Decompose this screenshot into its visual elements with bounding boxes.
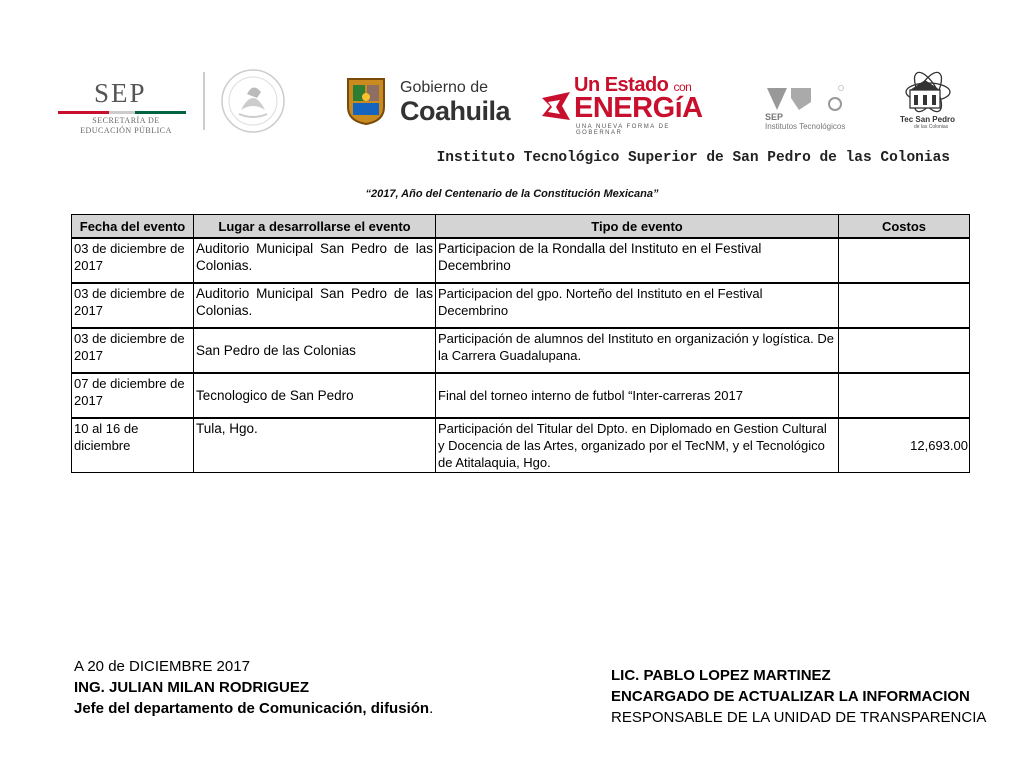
cell-date: 07 de diciembre de 2017 xyxy=(72,373,194,418)
table-row xyxy=(72,328,970,373)
institution-title: Instituto Tecnológico Superior de San Pedro de las Colonias xyxy=(436,150,950,166)
column-header-type: Tipo de evento xyxy=(436,215,839,239)
signer-role-right-1: ENCARGADO DE ACTUALIZAR LA INFORMACION xyxy=(611,688,970,705)
signer-role-left-end: . xyxy=(429,700,434,717)
sep-subtitle-line2: EDUCACIÓN PÚBLICA xyxy=(80,126,172,135)
cell-cost xyxy=(839,373,970,418)
cell-cost: 12,693.00 xyxy=(839,418,970,473)
signer-name-right: LIC. PABLO LOPEZ MARTINEZ xyxy=(611,667,831,684)
signer-role-right-2: RESPONSABLE DE LA UNIDAD DE TRANSPARENCIA xyxy=(611,709,987,726)
events-table xyxy=(71,214,970,473)
sep-tec-line1: SEP xyxy=(765,112,784,122)
cell-cost xyxy=(839,283,970,328)
mexico-seal-icon xyxy=(217,68,289,134)
table-row xyxy=(72,373,970,418)
energia-star-icon xyxy=(540,92,572,122)
sep-logo-bar xyxy=(58,111,186,114)
coahuila-logo-line1: Gobierno de xyxy=(400,79,489,96)
table-row xyxy=(72,283,970,328)
cell-date: 10 al 16 de diciembre xyxy=(72,418,194,473)
tec-atom-icon xyxy=(898,68,954,114)
cell-cost xyxy=(839,238,970,283)
sep-tecnologicos-logo xyxy=(765,84,850,130)
sep-logo xyxy=(58,78,188,134)
cell-cost xyxy=(839,328,970,373)
motto-text: “2017, Año del Centenario de la Constitución Mexicana” xyxy=(365,188,659,200)
signer-role-left xyxy=(74,698,433,719)
cell-date: 03 de diciembre de 2017 xyxy=(72,238,194,283)
report-date: A 20 de DICIEMBRE 2017 xyxy=(74,658,250,675)
cell-type: Participación del Titular del Dpto. en Diplomado en Gestion Cultural y Docencia de las Artes, organizado por el TecNM, y el Tecnológico de Atitalaquia, Hgo. xyxy=(436,418,839,473)
tec-logo-line2: de las Colonias xyxy=(914,124,949,130)
tec-logo-line1: Tec San Pedro xyxy=(900,115,955,124)
coahuila-logo-line2: Coahuila xyxy=(400,96,511,126)
column-header-cost: Costos xyxy=(839,215,970,239)
sep-tec-line2: Institutos Tecnológicos xyxy=(765,122,846,131)
signature-right xyxy=(611,665,986,728)
energia-line1-small: con xyxy=(673,80,692,94)
signature-left xyxy=(74,656,433,719)
cell-place: Auditorio Municipal San Pedro de las Colonias. xyxy=(194,238,436,283)
cell-type: Final del torneo interno de futbol “Inter-carreras 2017 xyxy=(436,373,839,418)
cell-type: Participacion de la Rondalla del Instituto en el Festival Decembrino xyxy=(436,238,839,283)
table-row xyxy=(72,418,970,473)
sep-tec-mark-icon xyxy=(765,84,845,112)
column-header-date: Fecha del evento xyxy=(72,215,194,239)
signer-name-left: ING. JULIAN MILAN RODRIGUEZ xyxy=(74,679,309,696)
energia-line1-text: Un Estado xyxy=(574,74,669,96)
table-row xyxy=(72,238,970,283)
logo-divider xyxy=(203,72,205,130)
cell-date: 03 de diciembre de 2017 xyxy=(72,328,194,373)
table-header-row xyxy=(72,215,970,239)
tec-san-pedro-logo xyxy=(898,68,954,132)
cell-place: Tecnologico de San Pedro xyxy=(194,373,436,418)
cell-place: Auditorio Municipal San Pedro de las Colonias. xyxy=(194,283,436,328)
sep-logo-subtitle xyxy=(76,116,176,136)
cell-place: Tula, Hgo. xyxy=(194,418,436,473)
cell-place: San Pedro de las Colonias xyxy=(194,328,436,373)
energia-logo-line3: UNA NUEVA FORMA DE GOBERNAR xyxy=(576,124,670,136)
signer-role-left-text: Jefe del departamento de Comunicación, difusión xyxy=(74,700,430,717)
coahuila-shield-icon xyxy=(344,77,388,125)
cell-date: 03 de diciembre de 2017 xyxy=(72,283,194,328)
sep-logo-title: SEP xyxy=(94,78,147,108)
column-header-place: Lugar a desarrollarse el evento xyxy=(194,215,436,239)
energia-logo-line2: ENERGíA xyxy=(574,92,703,124)
cell-type: Participacion del gpo. Norteño del Instituto en el Festival Decembrino xyxy=(436,283,839,328)
cell-type: Participación de alumnos del Instituto en organización y logística. De la Carrera Guadalupana. xyxy=(436,328,839,373)
sep-subtitle-line1: SECRETARÍA DE xyxy=(92,116,160,125)
energia-logo xyxy=(540,74,705,136)
